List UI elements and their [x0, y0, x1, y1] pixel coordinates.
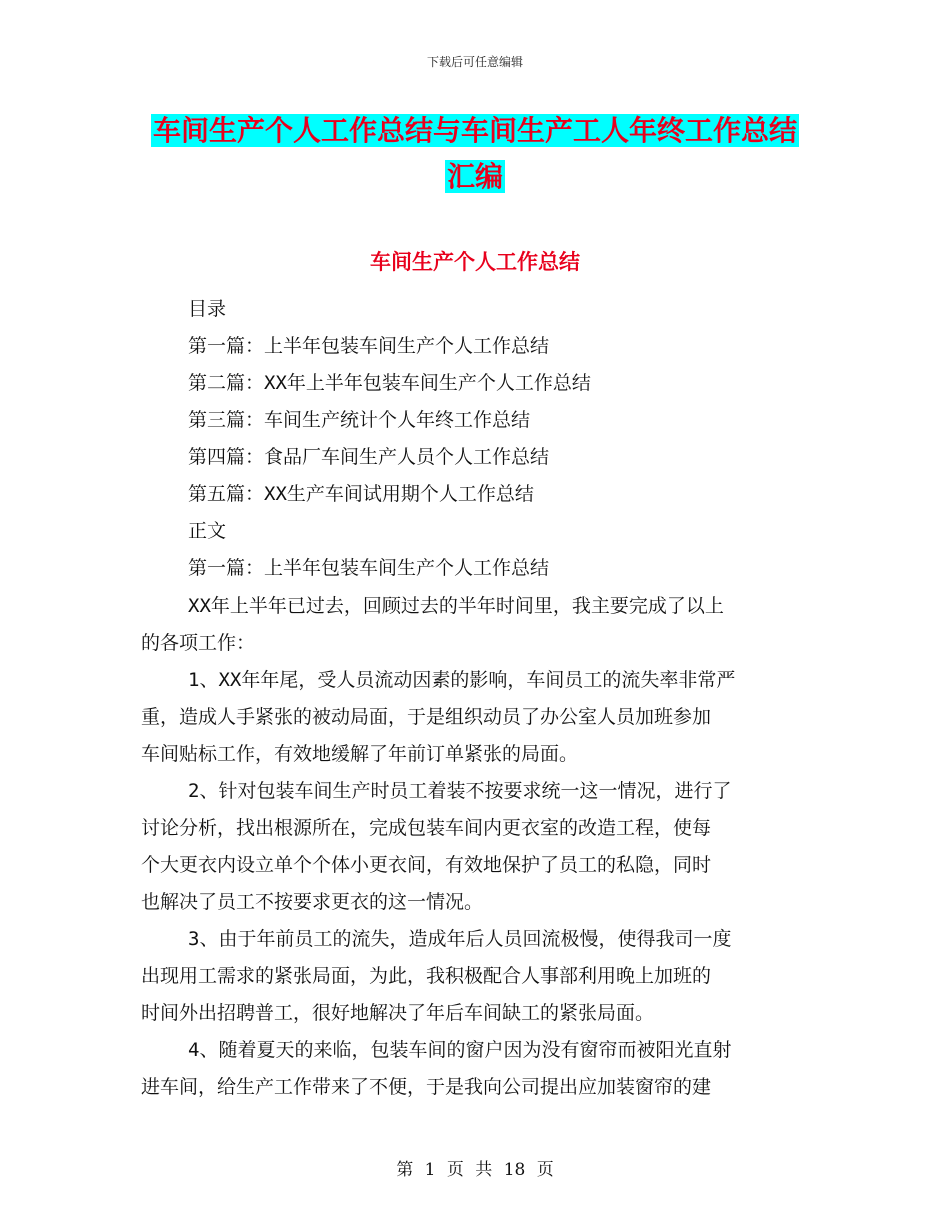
paragraph-line: 4、随着夏天的来临，包装车间的窗户因为没有窗帘而被阳光直射	[188, 1039, 732, 1061]
paragraph-line: 进车间，给生产工作带来了不便，于是我向公司提出应加装窗帘的建	[141, 1076, 712, 1098]
document-title-line-1: 车间生产个人工作总结与车间生产工人年终工作总结	[152, 114, 797, 147]
toc-item: 第一篇：上半年包装车间生产个人工作总结	[188, 335, 550, 357]
toc-heading: 目录	[188, 298, 227, 320]
paragraph-line: XX年上半年已过去，回顾过去的半年时间里，我主要完成了以上	[188, 595, 724, 617]
paragraph-line: 3、由于年前员工的流失，造成年后人员回流极慢，使得我司一度	[188, 928, 732, 950]
paragraph-line: 车间贴标工作，有效地缓解了年前订单紧张的局面。	[141, 743, 579, 765]
body-section-title: 第一篇：上半年包装车间生产个人工作总结	[188, 557, 550, 579]
paragraph-line: 也解决了员工不按要求更衣的这一情况。	[141, 891, 484, 913]
section-subtitle: 车间生产个人工作总结	[370, 250, 580, 274]
paragraph-line: 的各项工作：	[141, 632, 256, 654]
document-title	[0, 108, 950, 200]
paragraph-line: 出现用工需求的紧张局面，为此，我积极配合人事部利用晚上加班的	[141, 965, 712, 987]
paragraph-line: 1、XX年年尾，受人员流动因素的影响，车间员工的流失率非常严	[188, 669, 736, 691]
paragraph-line: 时间外出招聘普工，很好地解决了年后车间缺工的紧张局面。	[141, 1002, 655, 1024]
paragraph-line: 2、针对包装车间生产时员工着装不按要求统一这一情况，进行了	[188, 780, 732, 802]
toc-item: 第四篇：食品厂车间生产人员个人工作总结	[188, 446, 550, 468]
paragraph-line: 个大更衣内设立单个个体小更衣间，有效地保护了员工的私隐，同时	[141, 854, 712, 876]
document-title-line-2: 汇编	[446, 160, 503, 193]
header-note: 下载后可任意编辑	[426, 55, 523, 69]
paragraph-line: 重，造成人手紧张的被动局面，于是组织动员了办公室人员加班参加	[141, 706, 712, 728]
paragraph-line: 讨论分析，找出根源所在，完成包装车间内更衣室的改造工程，使每	[141, 817, 712, 839]
page-footer: 第 1 页 共 18 页	[396, 1160, 554, 1180]
toc-item: 第三篇：车间生产统计个人年终工作总结	[188, 409, 531, 431]
body-heading: 正文	[188, 520, 227, 542]
toc-item: 第五篇：XX生产车间试用期个人工作总结	[188, 483, 534, 505]
toc-item: 第二篇：XX年上半年包装车间生产个人工作总结	[188, 372, 591, 394]
